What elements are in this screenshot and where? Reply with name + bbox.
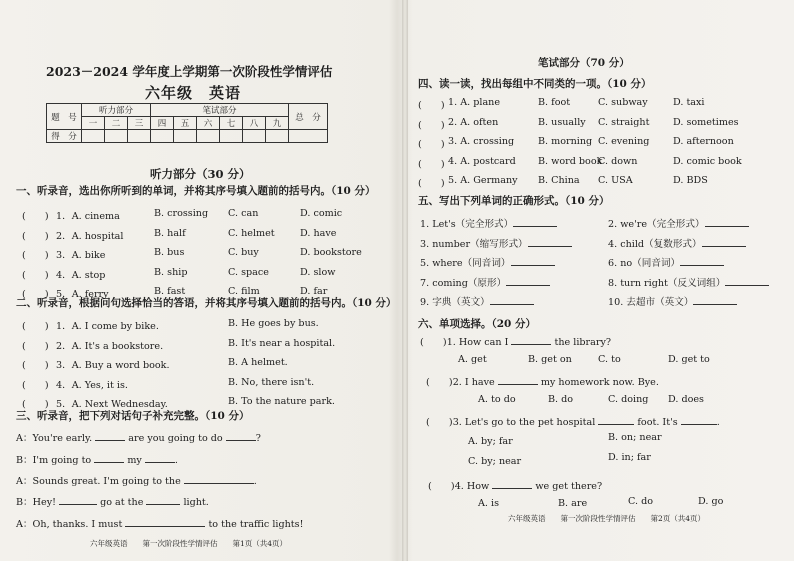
question-text: 4. How [454,481,493,492]
blank[interactable] [511,265,555,266]
answer-paren[interactable]: ( ) [420,337,447,348]
option-b[interactable]: B. No, there isn't. [228,376,315,388]
score-col-title: 题 号 [47,104,82,130]
listening-head: 听力部分 [82,104,151,117]
blank[interactable] [511,344,551,345]
dialogue-line-2 [16,452,178,466]
option[interactable]: C. by; near [468,456,522,467]
option[interactable]: D. go [698,496,724,507]
score-input[interactable] [151,130,174,143]
option-a[interactable]: 1．A. cinema [56,211,120,222]
blank[interactable] [681,424,717,425]
option[interactable]: A. by; far [468,436,513,447]
num-cell: 一 [82,117,105,130]
answer-paren[interactable]: ( ) [22,360,49,371]
mc-question-2 [426,374,659,388]
option-b[interactable]: B. A helmet. [228,357,288,368]
score-input[interactable] [105,130,128,143]
blank[interactable] [513,226,557,227]
option[interactable]: D. get to [668,354,710,365]
word-form-left [420,255,555,269]
score-row-label: 得 分 [47,130,82,143]
question-text: 2. I have [452,377,498,388]
option-c[interactable]: C. USA [598,175,633,186]
blank[interactable] [702,246,746,247]
word-form-prompt: 5. where（同音词） [420,258,511,269]
page-fold [402,0,408,561]
dialogue-line-1 [16,430,261,444]
word-form-prompt: 6. no（同音词） [608,258,681,269]
option-a[interactable]: 4. A. postcard [448,155,516,167]
dialogue-line-3 [16,473,257,487]
word-form-right [608,216,749,230]
option-b[interactable]: B. bus [154,247,185,258]
option-d[interactable]: D. bookstore [300,247,362,258]
blank[interactable] [145,462,175,463]
option-a[interactable]: 4．A. stop [56,269,106,281]
blank[interactable] [693,304,737,305]
word-form-prompt: 8. turn right（反义词组） [608,277,726,289]
option-b[interactable]: B. China [538,175,580,186]
option[interactable]: D. does [668,394,704,405]
option-d[interactable]: D. BDS [673,175,708,186]
option[interactable]: A. to do [478,394,516,405]
option-b[interactable]: B. foot [538,97,571,108]
word-form-left [420,275,550,289]
option-d[interactable]: D. far [300,286,328,297]
answer-paren[interactable]: ( ) [426,417,453,428]
option[interactable]: B. on; near [608,432,662,443]
option-b[interactable]: B. To the nature park. [228,396,335,407]
answer-paren[interactable]: ( ) [22,379,49,391]
blank[interactable] [492,488,532,489]
answer-paren[interactable]: ( ) [418,158,445,170]
blank[interactable] [705,226,749,227]
option-c[interactable]: C. space [228,266,269,278]
dialogue-text: A：Sounds great. I'm going to the [16,476,184,487]
answer-paren[interactable]: ( ) [22,230,49,242]
right-footer: 六年级英语 第一次阶段性学情评估 第2页（共4页） [508,514,706,523]
option-c[interactable]: C. film [228,286,260,297]
option-d[interactable]: D. afternoon [673,136,734,147]
grade-subject: 六年级 英语 [145,84,242,102]
answer-paren[interactable]: ( ) [426,377,453,388]
option-d[interactable]: D. sometimes [673,116,739,128]
question-text: foot. It's [634,417,681,428]
option-a[interactable]: 2. A. often [448,116,499,128]
num-cell: 六 [197,117,220,130]
score-input[interactable] [289,130,328,143]
num-cell: 九 [266,117,289,130]
option-c[interactable]: C. subway [598,97,648,108]
option[interactable]: B. do [548,394,574,405]
blank[interactable] [95,440,125,441]
blank[interactable] [680,265,724,266]
blank[interactable] [490,304,534,305]
listening-title: 听力部分（30 分） [150,167,251,181]
word-form-prompt: 7. coming（原形） [420,277,507,289]
dialogue-line-5 [16,516,303,530]
answer-paren[interactable]: ( ) [22,250,49,261]
blank[interactable] [528,246,572,247]
score-table [46,103,328,143]
question-text: 3. Let's go to the pet hospital [452,417,599,428]
option-a[interactable]: 5．A. Next Wednesday. [56,399,168,410]
option-d[interactable]: D. taxi [673,97,705,108]
option-a[interactable]: 2．A. hospital [56,230,124,242]
word-form-prompt: 4. child（复数形式） [608,238,702,250]
mc-question-4 [428,478,602,492]
option[interactable]: A. is [478,498,500,509]
total-head: 总 分 [289,104,328,130]
num-cell: 二 [105,117,128,130]
option-b[interactable]: B. half [154,227,186,239]
option-b[interactable]: B. morning [538,136,593,147]
num-cell: 七 [220,117,243,130]
answer-paren[interactable]: ( ) [22,321,49,332]
dialogue-text: . [253,476,257,487]
option[interactable]: A. get [458,354,487,365]
answer-paren[interactable]: ( ) [22,399,49,410]
score-input[interactable] [197,130,220,143]
score-input[interactable] [128,130,151,143]
option-a[interactable]: 3. A. crossing [448,136,515,147]
word-form-right [608,294,737,308]
dialogue-text: to the traffic lights! [205,519,304,530]
question-text: the library? [551,337,612,348]
written-title: 笔试部分（70 分） [538,57,630,69]
word-form-left [420,216,557,230]
num-cell: 八 [243,117,266,130]
option-c[interactable]: C. straight [598,116,650,128]
blank[interactable] [226,440,256,441]
exam-title: 2023－2024 学年度上学期第一次阶段性学情评估 [46,64,333,79]
option-d[interactable]: D. comic book [673,155,742,167]
blank[interactable] [59,504,97,505]
blank[interactable] [498,384,538,385]
score-input[interactable] [266,130,289,143]
dialogue-text: A：You're early. [16,433,96,444]
option-a[interactable]: 5. A. Germany [448,175,518,186]
blank[interactable] [146,504,180,505]
answer-paren[interactable]: ( ) [22,340,49,352]
question-text: 1. How can I [446,337,512,348]
dialogue-text: are you going to do [125,433,226,444]
dialogue-text: ? [255,433,261,444]
section-5-heading: 五、写出下列单词的正确形式。（10 分） [418,195,610,207]
option-a[interactable]: 3．A. Buy a word book. [56,360,170,371]
option[interactable]: D. in; far [608,452,651,463]
dialogue-text: B：Hey! [16,497,60,508]
answer-paren[interactable]: ( ) [22,269,49,281]
word-form-right [608,255,724,269]
word-form-right [608,236,746,250]
section-4-heading: 四、读一读，找出每组中不同类的一项。（10 分） [418,78,652,90]
dialogue-text: A：Oh, thanks. I must [16,519,126,530]
word-form-left [420,236,572,250]
option-a[interactable]: 3．A. bike [56,250,106,261]
score-input[interactable] [82,130,105,143]
word-form-prompt: 2. we're（完全形式） [608,219,705,230]
num-cell: 三 [128,117,151,130]
option-b[interactable]: B. fast [154,286,186,297]
dialogue-text: B：I'm going to [16,455,95,466]
mc-question-3 [426,414,720,428]
word-form-prompt: 3. number（缩写形式） [420,238,528,250]
option-a[interactable]: 2．A. It's a bookstore. [56,340,164,352]
score-input[interactable] [174,130,197,143]
option[interactable]: C. to [598,354,621,365]
dialogue-text: . [174,455,178,466]
answer-paren[interactable]: ( ) [418,139,445,150]
word-form-prompt: 10. 去超市（英文） [608,297,694,308]
written-head: 笔试部分 [151,104,289,117]
blank[interactable] [125,526,205,527]
option-d[interactable]: D. slow [300,266,336,278]
blank[interactable] [506,285,550,286]
score-input[interactable] [220,130,243,143]
option-c[interactable]: C. can [228,208,259,219]
option-b[interactable]: B. ship [154,266,188,278]
option-c[interactable]: C. buy [228,247,259,258]
option-c[interactable]: C. evening [598,136,650,147]
option-c[interactable]: C. helmet [228,227,275,239]
blank[interactable] [184,483,254,484]
dialogue-text: go at the [97,497,147,508]
left-footer: 六年级英语 第一次阶段性学情评估 第1页（共4页） [90,539,288,548]
answer-paren[interactable]: ( ) [418,100,445,111]
option-a[interactable]: 5．A. ferry [56,289,109,300]
option-b[interactable]: B. word book [538,155,603,167]
question-text: we get there? [532,481,603,492]
option[interactable]: B. get on [528,354,572,365]
option-a[interactable]: 1. A. plane [448,97,501,108]
answer-paren[interactable]: ( ) [22,289,49,300]
num-cell: 五 [174,117,197,130]
blank[interactable] [598,424,634,425]
dialogue-text: light. [180,497,209,508]
option[interactable]: C. do [628,496,654,507]
word-form-prompt: 1. Let's（完全形式） [420,219,514,230]
answer-paren[interactable]: ( ) [418,119,445,131]
section-6-heading: 六、单项选择。（20 分） [418,318,537,330]
word-form-prompt: 9. 字典（英文） [420,297,490,308]
option[interactable]: B. are [558,498,588,509]
option-a[interactable]: 1．A. I come by bike. [56,321,159,332]
option-b[interactable]: B. usually [538,116,586,128]
option-d[interactable]: D. have [300,227,337,239]
dialogue-text: my [124,455,145,466]
score-input[interactable] [243,130,266,143]
option-b[interactable]: B. crossing [154,208,209,219]
num-cell: 四 [151,117,174,130]
blank[interactable] [725,285,769,286]
word-form-left [420,294,534,308]
question-text: my homework now. Bye. [537,377,659,388]
option[interactable]: C. doing [608,394,649,405]
option-d[interactable]: D. comic [300,208,343,219]
option-a[interactable]: 4．A. Yes, it is. [56,379,128,391]
answer-paren[interactable]: ( ) [428,481,455,492]
option-c[interactable]: C. down [598,155,638,167]
option-b[interactable]: B. It's near a hospital. [228,337,336,349]
dialogue-line-4 [16,494,209,508]
section-1-heading: 一、听录音，选出你所听到的单词，并将其序号填入题前的括号内。（10 分） [16,185,376,197]
mc-question-1 [420,334,611,348]
answer-paren[interactable]: ( ) [418,178,445,189]
option-b[interactable]: B. He goes by bus. [228,318,319,329]
section-2-heading: 二、听录音，根据问句选择恰当的答语，并将其序号填入题前的括号内。（10 分） [16,297,397,309]
section-3-heading: 三、听录音，把下列对话句子补充完整。（10 分） [16,410,250,422]
question-text: . [716,417,720,428]
answer-paren[interactable]: ( ) [22,211,49,222]
word-form-right [608,275,769,289]
blank[interactable] [94,462,124,463]
